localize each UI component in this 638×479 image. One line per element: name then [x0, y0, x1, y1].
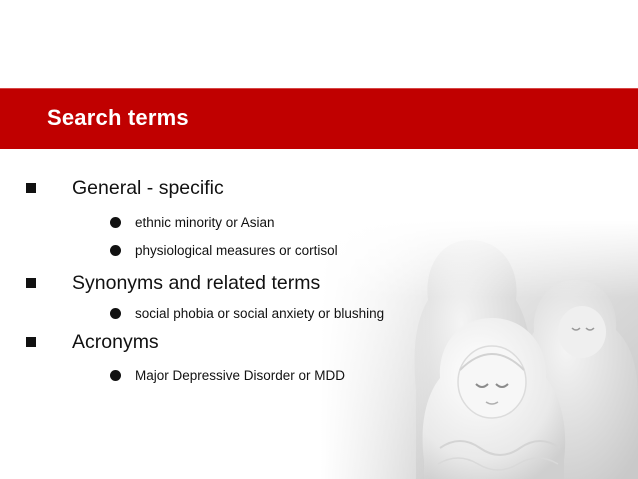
round-bullet-icon — [110, 308, 121, 319]
square-bullet-icon — [26, 183, 36, 193]
slide-title: Search terms — [47, 105, 189, 130]
bullet-text: Synonyms and related terms — [72, 271, 321, 294]
round-bullet-icon — [110, 217, 121, 228]
round-bullet-icon — [110, 370, 121, 381]
bullet-text: General - specific — [72, 176, 224, 199]
square-bullet-icon — [26, 278, 36, 288]
bullet-acronyms — [26, 330, 159, 354]
sub-bullet-physiological — [110, 241, 338, 259]
sub-bullet-ethnic-minority — [110, 213, 275, 231]
sub-bullet-social-phobia — [110, 304, 384, 322]
sub-bullet-text: social phobia or social anxiety or blushing — [135, 305, 385, 321]
sub-bullet-text: physiological measures or cortisol — [135, 242, 338, 258]
bullet-general-specific — [26, 176, 224, 200]
round-bullet-icon — [110, 245, 121, 256]
bullet-synonyms — [26, 271, 320, 295]
sub-bullet-text: ethnic minority or Asian — [135, 214, 275, 230]
sub-bullet-mdd — [110, 366, 345, 384]
sub-bullet-text: Major Depressive Disorder or MDD — [135, 367, 346, 383]
bullet-text: Acronyms — [72, 330, 159, 353]
square-bullet-icon — [26, 337, 36, 347]
